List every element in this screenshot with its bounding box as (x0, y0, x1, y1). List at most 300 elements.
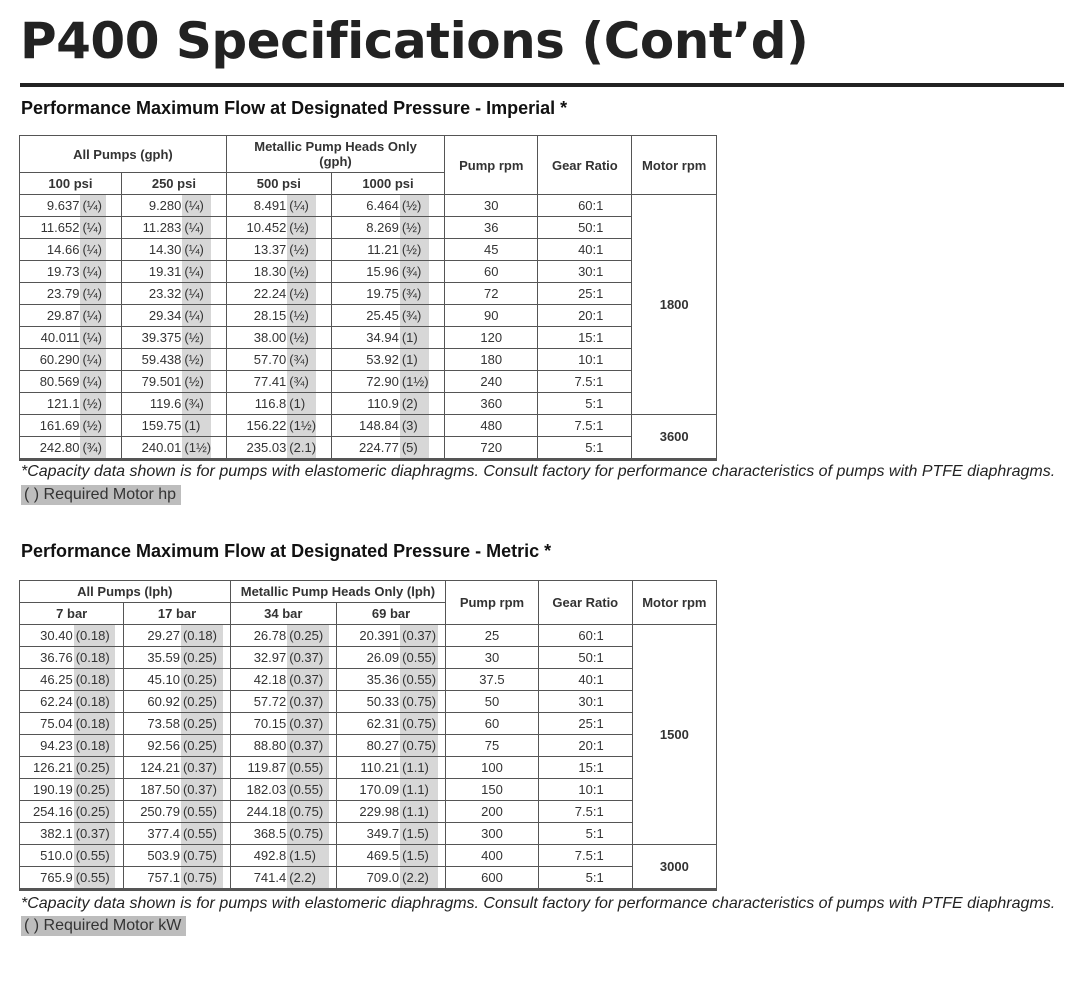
required-motor-power: (0.55) (400, 669, 438, 691)
header-col2: 250 psi (121, 173, 226, 195)
spacer-cell (438, 669, 446, 691)
table-row (20, 261, 717, 283)
required-motor-power: (1½) (287, 415, 316, 437)
motor-rpm-cell: 3000 (632, 845, 716, 890)
required-motor-power: (0.18) (74, 625, 116, 647)
spacer-cell (329, 757, 337, 779)
flow-value: 38.00 (226, 327, 287, 349)
spacer-cell (429, 305, 445, 327)
required-motor-power: (½) (182, 371, 211, 393)
spacer-cell (438, 845, 446, 867)
spacer-cell (211, 283, 226, 305)
header-col3: 34 bar (230, 603, 336, 625)
spacer-cell (438, 691, 446, 713)
table-row (20, 327, 717, 349)
flow-value: 94.23 (20, 735, 74, 757)
flow-value: 224.77 (331, 437, 400, 460)
required-motor-power: (0.37) (181, 757, 223, 779)
pump-rpm-cell: 30 (445, 195, 538, 217)
table-row (20, 779, 717, 801)
required-motor-power: (¾) (287, 371, 316, 393)
gear-ratio-cell: 20:1 (538, 735, 632, 757)
spacer-cell (429, 195, 445, 217)
flow-value: 29.27 (124, 625, 181, 647)
spacer-cell (329, 669, 337, 691)
flow-value: 10.452 (226, 217, 287, 239)
flow-value: 119.87 (230, 757, 287, 779)
table-row (20, 283, 717, 305)
spacer-cell (429, 371, 445, 393)
gear-ratio-cell: 50:1 (538, 647, 632, 669)
flow-value: 46.25 (20, 669, 74, 691)
pump-rpm-cell: 180 (445, 349, 538, 371)
pump-rpm-cell: 75 (446, 735, 539, 757)
spacer-cell (106, 305, 121, 327)
flow-value: 382.1 (20, 823, 74, 845)
table-row (20, 217, 717, 239)
header-pump-rpm-label: Pump rpm (459, 595, 525, 610)
header-motor-rpm-label: Motor rpm (642, 157, 707, 173)
table-row (20, 349, 717, 371)
spacer-cell (438, 713, 446, 735)
flow-value: 32.97 (230, 647, 287, 669)
flow-value: 229.98 (336, 801, 400, 823)
table-row (20, 757, 717, 779)
flow-value: 121.1 (20, 393, 81, 415)
flow-value: 29.34 (121, 305, 182, 327)
required-motor-power: (¾) (182, 393, 211, 415)
table-row (20, 647, 717, 669)
flow-value: 242.80 (20, 437, 81, 460)
spacer-cell (438, 757, 446, 779)
required-motor-power: (1½) (182, 437, 211, 460)
spacer-cell (223, 735, 231, 757)
flow-value: 28.15 (226, 305, 287, 327)
flow-value: 60.92 (124, 691, 181, 713)
spacer-cell (223, 801, 231, 823)
required-motor-power: (0.37) (287, 647, 329, 669)
flow-value: 15.96 (331, 261, 400, 283)
required-motor-power: (0.37) (287, 735, 329, 757)
flow-value: 57.72 (230, 691, 287, 713)
required-motor-power: (0.55) (74, 845, 116, 867)
table-row (20, 393, 717, 415)
pump-rpm-cell: 400 (446, 845, 539, 867)
flow-value: 13.37 (226, 239, 287, 261)
required-motor-power: (¼) (182, 261, 211, 283)
gear-ratio-cell: 30:1 (538, 261, 632, 283)
flow-value: 116.8 (226, 393, 287, 415)
spacer-cell (329, 867, 337, 890)
required-motor-power: (½) (182, 349, 211, 371)
imperial-spec-table (19, 135, 717, 461)
page-title: P400 Specifications (Cont’d) (20, 12, 809, 70)
flow-value: 73.58 (124, 713, 181, 735)
gear-ratio-cell: 10:1 (538, 779, 632, 801)
required-motor-power: (0.18) (74, 735, 116, 757)
flow-value: 35.36 (336, 669, 400, 691)
pump-rpm-cell: 480 (445, 415, 538, 437)
gear-ratio-cell: 5:1 (538, 437, 632, 460)
spacer-cell (429, 415, 445, 437)
spacer-cell (316, 349, 331, 371)
flow-value: 765.9 (20, 867, 74, 890)
table-row (20, 437, 717, 460)
spacer-cell (115, 757, 124, 779)
spacer-cell (115, 691, 124, 713)
header-gear-ratio (538, 136, 632, 195)
spacer-cell (211, 437, 226, 460)
required-motor-power: (¼) (80, 283, 106, 305)
table-row (20, 801, 717, 823)
required-motor-power: (1.5) (400, 845, 438, 867)
flow-value: 20.391 (336, 625, 400, 647)
required-motor-power: (¾) (400, 305, 429, 327)
spacer-cell (223, 669, 231, 691)
required-motor-power: (0.25) (287, 625, 329, 647)
spacer-cell (115, 845, 124, 867)
required-motor-power: (0.37) (400, 625, 438, 647)
required-motor-power: (1.1) (400, 757, 438, 779)
required-motor-power: (½) (400, 195, 429, 217)
header-gear-ratio-label: Gear Ratio (552, 595, 619, 610)
flow-value: 240.01 (121, 437, 182, 460)
required-motor-power: (1) (400, 327, 429, 349)
required-motor-power: (0.25) (181, 713, 223, 735)
required-motor-power: (1) (182, 415, 211, 437)
header-pump-rpm-label: Pump rpm (459, 157, 524, 173)
spacer-cell (115, 625, 124, 647)
required-motor-power: (0.18) (74, 691, 116, 713)
header-col3: 500 psi (226, 173, 331, 195)
pump-rpm-cell: 72 (445, 283, 538, 305)
flow-value: 42.18 (230, 669, 287, 691)
spacer-cell (223, 691, 231, 713)
spacer-cell (316, 217, 331, 239)
flow-value: 9.637 (20, 195, 81, 217)
flow-value: 92.56 (124, 735, 181, 757)
pump-rpm-cell: 100 (446, 757, 539, 779)
required-motor-power: (½) (287, 239, 316, 261)
spacer-cell (106, 195, 121, 217)
flow-value: 29.87 (20, 305, 81, 327)
spacer-cell (329, 647, 337, 669)
pump-rpm-cell: 120 (445, 327, 538, 349)
required-motor-power: (¼) (182, 195, 211, 217)
flow-value: 45.10 (124, 669, 181, 691)
spacer-cell (438, 647, 446, 669)
required-motor-power: (½) (182, 327, 211, 349)
spacer-cell (316, 239, 331, 261)
spacer-cell (223, 757, 231, 779)
required-motor-power: (0.55) (74, 867, 116, 890)
table-row (20, 823, 717, 845)
spacer-cell (223, 713, 231, 735)
header-all-pumps: All Pumps (gph) (20, 136, 227, 173)
flow-value: 503.9 (124, 845, 181, 867)
required-motor-power: (0.75) (400, 713, 438, 735)
flow-value: 62.24 (20, 691, 74, 713)
flow-value: 19.31 (121, 261, 182, 283)
flow-value: 250.79 (124, 801, 181, 823)
spacer-cell (316, 393, 331, 415)
required-motor-power: (0.37) (181, 779, 223, 801)
flow-value: 709.0 (336, 867, 400, 890)
metric-footnote: *Capacity data shown is for pumps with elastomeric diaphragms. Consult factory for performance characteristics of pumps with PTFE diaphragms. (21, 895, 1056, 912)
flow-value: 36.76 (20, 647, 74, 669)
pump-rpm-cell: 50 (446, 691, 539, 713)
flow-value: 11.21 (331, 239, 400, 261)
spacer-cell (223, 779, 231, 801)
gear-ratio-cell: 40:1 (538, 239, 632, 261)
required-motor-power: (0.75) (181, 867, 223, 890)
header-motor-rpm (632, 581, 716, 625)
gear-ratio-cell: 7.5:1 (538, 371, 632, 393)
spacer-cell (438, 625, 446, 647)
required-motor-power: (¼) (80, 261, 106, 283)
flow-value: 110.9 (331, 393, 400, 415)
flow-value: 19.75 (331, 283, 400, 305)
flow-value: 80.569 (20, 371, 81, 393)
spacer-cell (223, 845, 231, 867)
required-motor-power: (½) (287, 327, 316, 349)
required-motor-power: (2) (400, 393, 429, 415)
pump-rpm-cell: 60 (445, 261, 538, 283)
spacer-cell (106, 261, 121, 283)
spacer-cell (106, 437, 121, 460)
required-motor-power: (¾) (80, 437, 106, 460)
header-col4: 69 bar (336, 603, 445, 625)
spacer-cell (106, 217, 121, 239)
spacer-cell (211, 349, 226, 371)
spacer-cell (211, 327, 226, 349)
metric-legend-kw: ( ) Required Motor kW (21, 916, 186, 936)
required-motor-power: (0.55) (287, 757, 329, 779)
required-motor-power: (0.18) (74, 713, 116, 735)
gear-ratio-cell: 7.5:1 (538, 845, 632, 867)
required-motor-power: (2.2) (400, 867, 438, 890)
imperial-table-body (20, 195, 717, 460)
flow-value: 469.5 (336, 845, 400, 867)
required-motor-power: (½) (287, 261, 316, 283)
spacer-cell (211, 261, 226, 283)
required-motor-power: (½) (287, 217, 316, 239)
spacer-cell (429, 327, 445, 349)
spacer-cell (223, 625, 231, 647)
spacer-cell (223, 823, 231, 845)
gear-ratio-cell: 25:1 (538, 283, 632, 305)
required-motor-power: (¼) (80, 195, 106, 217)
spacer-cell (329, 779, 337, 801)
flow-value: 26.78 (230, 625, 287, 647)
required-motor-power: (1.5) (287, 845, 329, 867)
required-motor-power: (0.18) (74, 669, 116, 691)
gear-ratio-cell: 15:1 (538, 327, 632, 349)
header-col2: 17 bar (124, 603, 230, 625)
spacer-cell (106, 327, 121, 349)
spacer-cell (316, 305, 331, 327)
table-row (20, 669, 717, 691)
gear-ratio-cell: 50:1 (538, 217, 632, 239)
imperial-footnote: *Capacity data shown is for pumps with elastomeric diaphragms. Consult factory for performance characteristics of pumps with PTFE diaphragms. (21, 463, 1056, 480)
flow-value: 11.283 (121, 217, 182, 239)
spacer-cell (106, 239, 121, 261)
required-motor-power: (1.1) (400, 801, 438, 823)
flow-value: 62.31 (336, 713, 400, 735)
flow-value: 72.90 (331, 371, 400, 393)
required-motor-power: (2.2) (287, 867, 329, 890)
pump-rpm-cell: 200 (446, 801, 539, 823)
flow-value: 349.7 (336, 823, 400, 845)
metric-table-body (20, 625, 717, 890)
gear-ratio-cell: 20:1 (538, 305, 632, 327)
spacer-cell (316, 371, 331, 393)
flow-value: 25.45 (331, 305, 400, 327)
required-motor-power: (0.75) (400, 735, 438, 757)
required-motor-power: (0.75) (287, 823, 329, 845)
header-pump-rpm (445, 136, 538, 195)
spacer-cell (438, 735, 446, 757)
spacer-cell (211, 371, 226, 393)
flow-value: 34.94 (331, 327, 400, 349)
required-motor-power: (¾) (287, 349, 316, 371)
gear-ratio-cell: 60:1 (538, 195, 632, 217)
spacer-cell (429, 437, 445, 460)
flow-value: 510.0 (20, 845, 74, 867)
spacer-cell (429, 283, 445, 305)
spacer-cell (329, 713, 337, 735)
required-motor-power: (0.25) (181, 647, 223, 669)
pump-rpm-cell: 300 (446, 823, 539, 845)
gear-ratio-cell: 15:1 (538, 757, 632, 779)
spacer-cell (329, 823, 337, 845)
spacer-cell (429, 393, 445, 415)
flow-value: 35.59 (124, 647, 181, 669)
flow-value: 30.40 (20, 625, 74, 647)
flow-value: 57.70 (226, 349, 287, 371)
motor-rpm-cell: 1500 (632, 625, 716, 845)
required-motor-power: (¾) (400, 283, 429, 305)
spacer-cell (438, 823, 446, 845)
flow-value: 6.464 (331, 195, 400, 217)
flow-value: 190.19 (20, 779, 74, 801)
spacer-cell (115, 713, 124, 735)
flow-value: 148.84 (331, 415, 400, 437)
required-motor-power: (¼) (80, 349, 106, 371)
required-motor-power: (2.1) (287, 437, 316, 460)
flow-value: 14.66 (20, 239, 81, 261)
metric-section-title: Performance Maximum Flow at Designated Pressure - Metric * (21, 541, 552, 561)
required-motor-power: (¼) (80, 217, 106, 239)
gear-ratio-cell: 7.5:1 (538, 801, 632, 823)
spacer-cell (115, 669, 124, 691)
required-motor-power: (1.1) (400, 779, 438, 801)
required-motor-power: (0.25) (74, 757, 116, 779)
spacer-cell (106, 371, 121, 393)
required-motor-power: (0.55) (287, 779, 329, 801)
flow-value: 244.18 (230, 801, 287, 823)
table-row (20, 305, 717, 327)
flow-value: 182.03 (230, 779, 287, 801)
flow-value: 14.30 (121, 239, 182, 261)
required-motor-power: (0.75) (400, 691, 438, 713)
required-motor-power: (1) (400, 349, 429, 371)
table-row (20, 415, 717, 437)
flow-value: 377.4 (124, 823, 181, 845)
required-motor-power: (0.37) (287, 691, 329, 713)
flow-value: 368.5 (230, 823, 287, 845)
spacer-cell (316, 415, 331, 437)
flow-value: 77.41 (226, 371, 287, 393)
spacer-cell (429, 261, 445, 283)
spacer-cell (223, 867, 231, 890)
required-motor-power: (0.25) (74, 779, 116, 801)
table-row (20, 713, 717, 735)
spacer-cell (211, 415, 226, 437)
required-motor-power: (0.25) (181, 735, 223, 757)
gear-ratio-cell: 10:1 (538, 349, 632, 371)
pump-rpm-cell: 25 (446, 625, 539, 647)
required-motor-power: (0.25) (74, 801, 116, 823)
flow-value: 159.75 (121, 415, 182, 437)
required-motor-power: (½) (400, 239, 429, 261)
flow-value: 170.09 (336, 779, 400, 801)
pump-rpm-cell: 600 (446, 867, 539, 890)
spacer-cell (316, 327, 331, 349)
flow-value: 741.4 (230, 867, 287, 890)
flow-value: 11.652 (20, 217, 81, 239)
required-motor-power: (0.37) (287, 713, 329, 735)
required-motor-power: (0.75) (287, 801, 329, 823)
spacer-cell (438, 867, 446, 890)
pump-rpm-cell: 360 (445, 393, 538, 415)
spacer-cell (115, 779, 124, 801)
spacer-cell (211, 195, 226, 217)
required-motor-power: (1) (287, 393, 316, 415)
imperial-legend-hp: ( ) Required Motor hp (21, 485, 181, 505)
spacer-cell (329, 801, 337, 823)
header-metallic-heads: Metallic Pump Heads Only (gph) (226, 136, 444, 173)
spacer-cell (316, 437, 331, 460)
spacer-cell (316, 261, 331, 283)
required-motor-power: (0.55) (400, 647, 438, 669)
spacer-cell (106, 415, 121, 437)
pump-rpm-cell: 90 (445, 305, 538, 327)
spacer-cell (115, 735, 124, 757)
flow-value: 88.80 (230, 735, 287, 757)
flow-value: 492.8 (230, 845, 287, 867)
table-row (20, 691, 717, 713)
spacer-cell (329, 625, 337, 647)
required-motor-power: (0.37) (74, 823, 116, 845)
table-row (20, 239, 717, 261)
required-motor-power: (½) (287, 305, 316, 327)
required-motor-power: (1½) (400, 371, 429, 393)
table-row (20, 845, 717, 867)
gear-ratio-cell: 5:1 (538, 867, 632, 890)
table-row (20, 195, 717, 217)
spacer-cell (438, 779, 446, 801)
flow-value: 161.69 (20, 415, 81, 437)
required-motor-power: (¼) (182, 283, 211, 305)
flow-value: 18.30 (226, 261, 287, 283)
header-col1: 100 psi (20, 173, 122, 195)
gear-ratio-cell: 5:1 (538, 823, 632, 845)
required-motor-power: (1.5) (400, 823, 438, 845)
spacer-cell (211, 305, 226, 327)
flow-value: 19.73 (20, 261, 81, 283)
imperial-section-title: Performance Maximum Flow at Designated Pressure - Imperial * (21, 98, 568, 118)
